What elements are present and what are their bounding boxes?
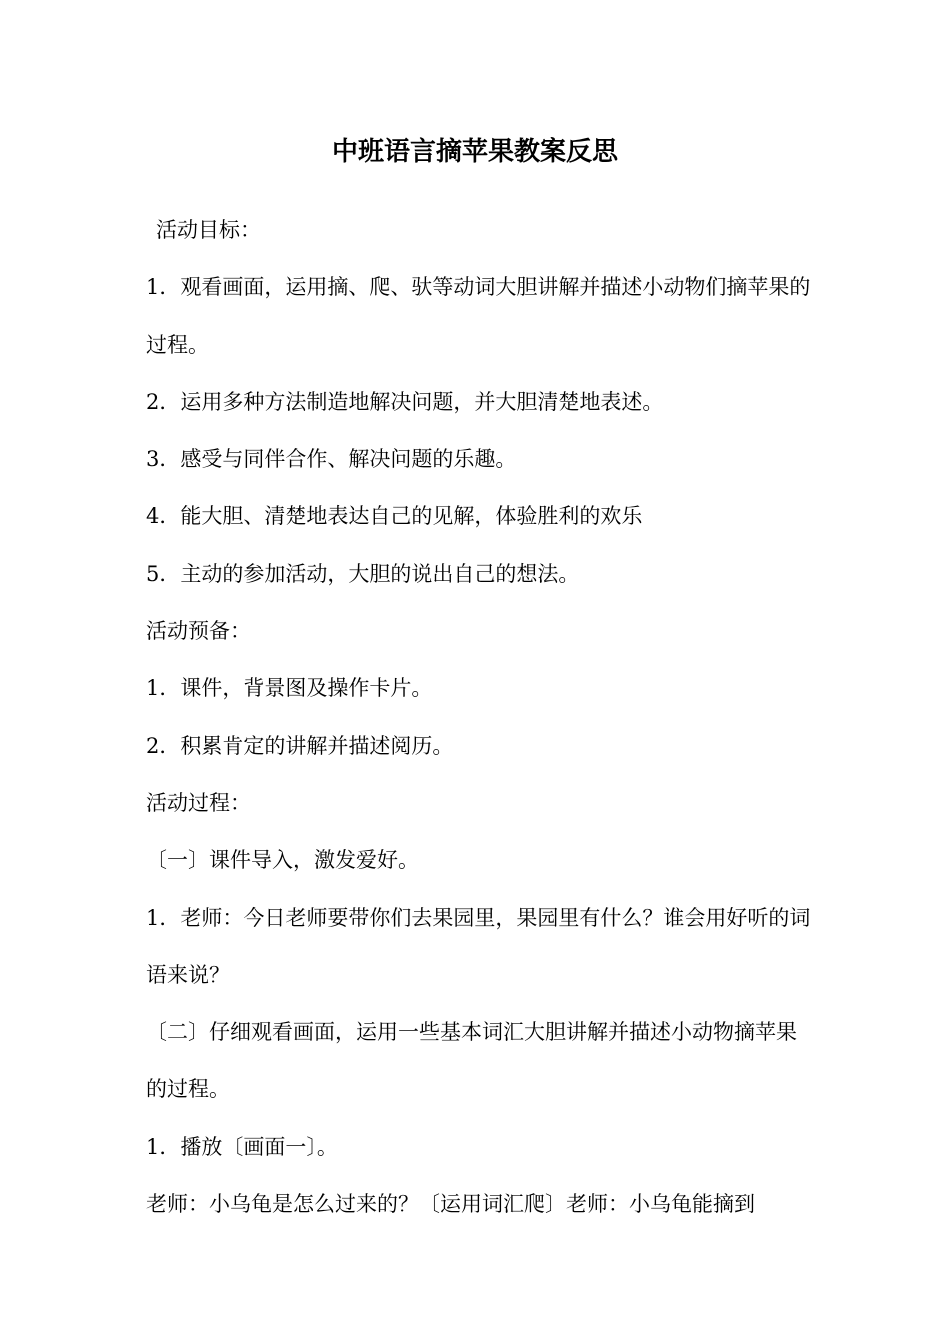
paragraph: 2．运用多种方法制造地解决问题，并大胆清楚地表述。 (146, 389, 664, 414)
paragraph: 2．积累肯定的讲解并描述阅历。 (146, 733, 454, 758)
paragraph: 1．观看画面，运用摘、爬、驮等动词大胆讲解并描述小动物们摘苹果的过程。 (146, 275, 811, 357)
section-heading-goals: 活动目标： (156, 218, 261, 242)
document-body (146, 202, 811, 1233)
paragraph: 〔二〕仔细观看画面，运用一些基本词汇大胆讲解并描述小动物摘苹果的过程。 (146, 1020, 797, 1102)
paragraph: 1．课件，背景图及操作卡片。 (146, 676, 433, 701)
paragraph: 1．播放〔画面一〕。 (146, 1134, 338, 1159)
section-heading-preparation: 活动预备： (146, 619, 251, 644)
paragraph: 老师：小乌龟是怎么过来的？〔运用词汇爬〕老师：小乌龟能摘到 (146, 1192, 755, 1217)
section-heading-process: 活动过程： (146, 790, 251, 815)
document-title: 中班语言摘苹果教案反思 (331, 137, 618, 167)
paragraph: 3．感受与同伴合作、解决问题的乐趣。 (146, 447, 517, 472)
paragraph: 5．主动的参加活动，大胆的说出自己的想法。 (146, 561, 580, 586)
paragraph: 1．老师：今日老师要带你们去果园里，果园里有什么？谁会用好听的词语来说？ (146, 905, 811, 987)
paragraph: 4．能大胆、清楚地表达自己的见解，体验胜利的欢乐 (146, 504, 643, 529)
paragraph: 〔一〕课件导入，激发爱好。 (146, 848, 419, 873)
